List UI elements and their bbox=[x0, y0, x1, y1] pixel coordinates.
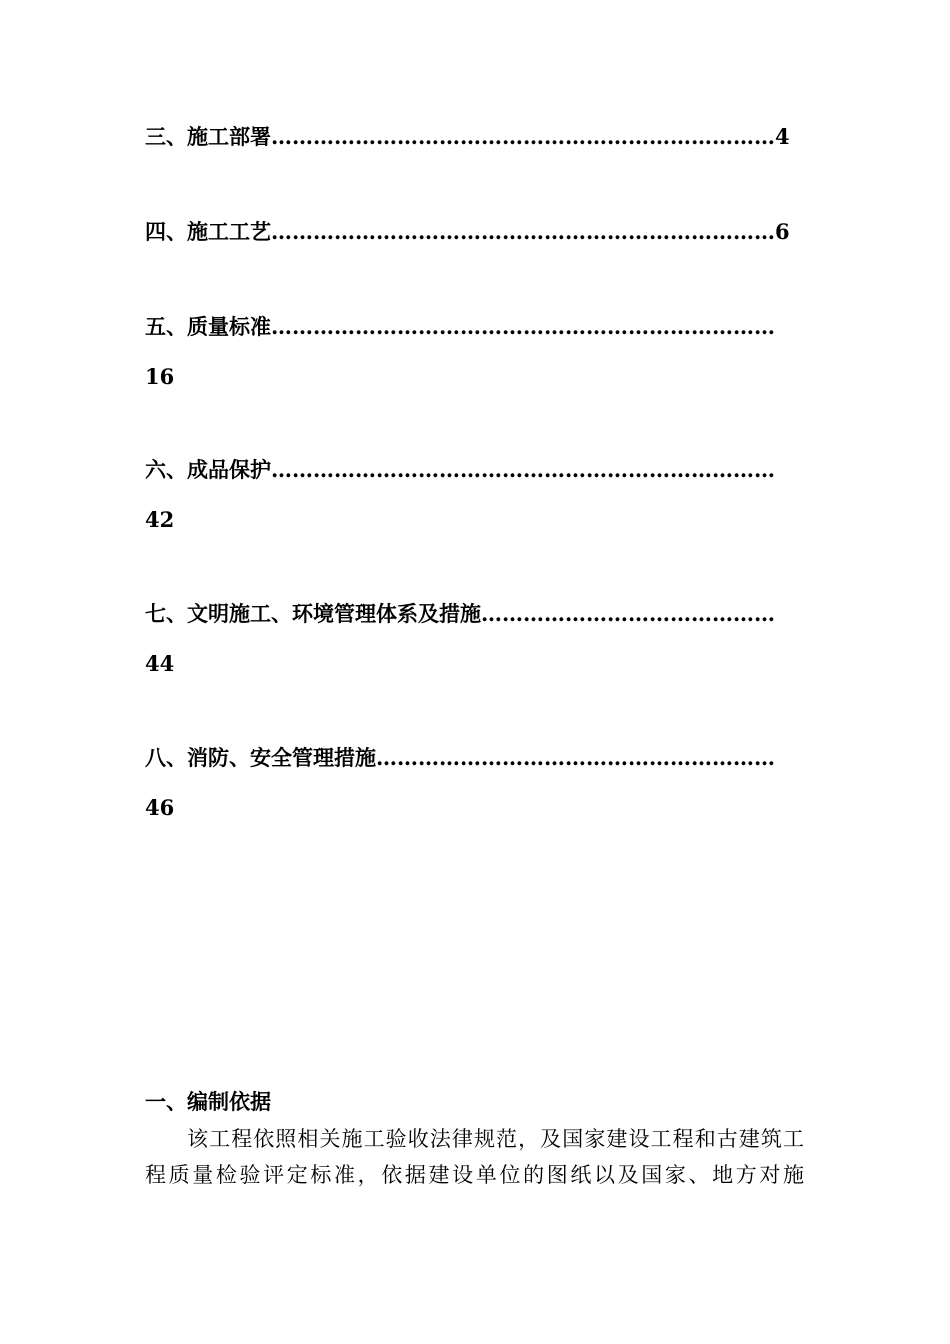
toc-entry-4: 四、施工工艺………………………………………………………………6 bbox=[145, 219, 790, 244]
section-heading: 一、编制依据 bbox=[145, 1089, 271, 1114]
section-paragraph: 该工程依照相关施工验收法律规范，及国家建设工程和古建筑工程质量检验评定标准，依据建设单位的图纸以及国家、地方对施 bbox=[145, 1127, 805, 1187]
toc-entry-5: 五、质量标准……………………………………………………………… bbox=[145, 314, 775, 339]
toc-entry-8: 八、消防、安全管理措施………………………………………………… bbox=[145, 745, 775, 770]
toc-entry-3: 三、施工部署………………………………………………………………4 bbox=[145, 124, 790, 149]
toc-entry-7-page: 44 bbox=[145, 651, 175, 676]
toc-entry-7: 七、文明施工、环境管理体系及措施…………………………………… bbox=[145, 601, 775, 626]
toc-entry-6-page: 42 bbox=[145, 507, 175, 532]
toc-entry-8-page: 46 bbox=[145, 795, 175, 820]
toc-entry-6: 六、成品保护……………………………………………………………… bbox=[145, 457, 775, 482]
toc-entry-5-page: 16 bbox=[145, 364, 175, 389]
